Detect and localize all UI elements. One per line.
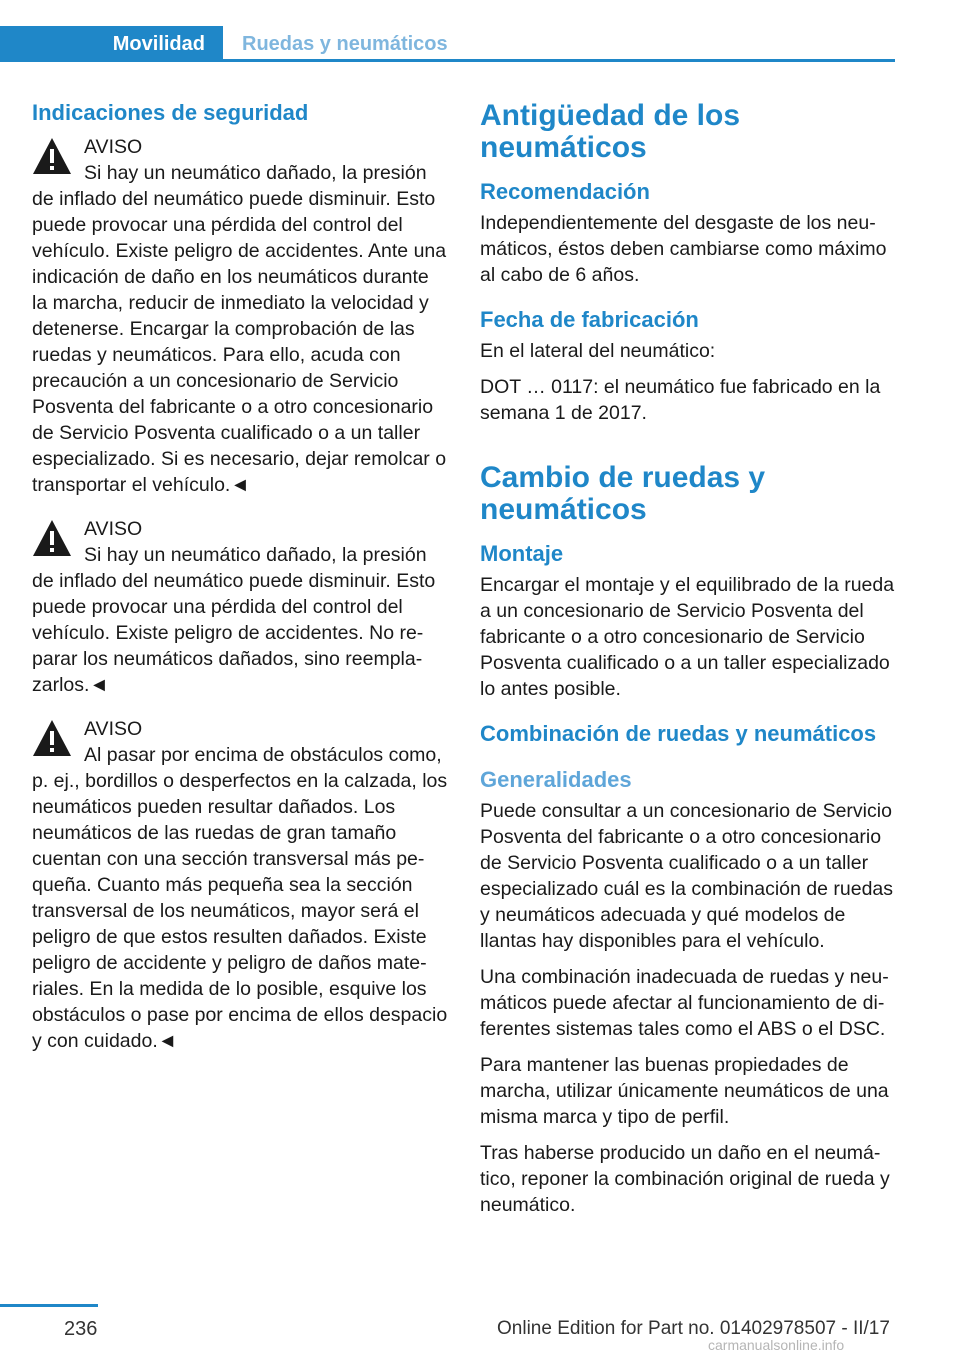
- subsection-tab: Ruedas y neumáticos: [242, 32, 448, 55]
- left-column: [32, 100, 448, 1072]
- warning-first-line: Si hay un neumático dañado, la presión: [84, 544, 427, 566]
- warning-block-3: [32, 716, 448, 1054]
- edition-note: Online Edition for Part no. 01402978507 - II/17: [497, 1318, 890, 1339]
- recommendation-heading: Recomendación: [480, 179, 650, 204]
- manufacture-text: En el lateral del neumático:: [480, 340, 716, 362]
- warning-triangle-icon: [32, 718, 72, 758]
- manufacture-heading: Fecha de fabricación: [480, 307, 699, 332]
- safety-heading: Indicaciones de seguridad: [32, 100, 309, 125]
- header-rule: [223, 59, 895, 62]
- general-paragraph: Tras haberse producido un daño en el neumático, reponer la combinación original de rueda y neumático.: [480, 1142, 890, 1216]
- warning-label: AVISO: [84, 136, 143, 158]
- mounting-text: Encargar el montaje y el equilibrado de la rueda a un concesionario de Servicio Posventa del fabricante o a otro concesionario de Servicio Posventa cualificado o a un taller especializado lo antes posible.: [480, 574, 895, 700]
- warning-first-line: Al pasar por encima de obstáculos como,: [84, 744, 442, 766]
- combination-heading: Combinación de ruedas y neumáticos: [480, 721, 877, 746]
- general-paragraph: Puede consultar a un concesionario de Servicio Posventa del fabricante o a otro concesionario de Servicio Posventa cualificado o a un taller especializado cuál es la combinación de ruedas y neumáticos adecuada y qué modelos de llantas hay disponibles para el vehículo.: [480, 800, 894, 952]
- general-heading: Generalidades: [480, 767, 632, 792]
- warning-first-line: Si hay un neumático dañado, la presión: [84, 162, 427, 184]
- age-title: Antigüedad de los neumáticos: [480, 99, 741, 164]
- recommendation-text: Independientemente del desgaste de los neumáticos, éstos deben cambiarse como máximo al cabo de 6 años.: [480, 212, 887, 286]
- warning-triangle-icon: [32, 518, 72, 558]
- general-paragraph: Para mantener las buenas propiedades de marcha, utilizar únicamente neumáticos de una misma marca y tipo de perfil.: [480, 1054, 889, 1128]
- footer-rule: [0, 1304, 98, 1307]
- warning-text: de inflado del neumático puede disminuir. Esto puede provocar una pérdida del control del vehículo. Existe peligro de accidentes. Ante una indicación de daño en los neumáticos durante la marcha, reducir de inmediato la velocidad y detenerse. Encargar la comprobación de las ruedas y neumáticos. Para ello, acuda con precaución a un concesionario de Servicio Posventa del fabricante o a otro concesionario de Servicio Posventa cualificado o a un taller especializado. Si es necesario, dejar remolcar o transportar el vehículo.◄: [32, 188, 447, 496]
- warning-triangle-icon: [32, 136, 72, 176]
- warning-label: AVISO: [84, 718, 143, 740]
- section-tab: Movilidad: [0, 26, 223, 62]
- manufacture-text: DOT … 0117: el neumático fue fabricado en la semana 1 de 2017.: [480, 376, 881, 424]
- right-column: [480, 100, 896, 1228]
- change-title: Cambio de ruedas y neumáticos: [480, 461, 766, 526]
- warning-block-2: [32, 516, 448, 698]
- warning-text: p. ej., bordillos o desperfectos en la calzada, los neumáticos pueden resultar dañados. Los neumáticos de las ruedas de gran tamaño cuentan con una sección transversal más pequeña. Cuanto más pequeña sea la sección transversal de los neumáticos, mayor será el peligro de que estos resulten dañados. Existe peligro de accidente y peligro de daños materiales. En la medida de lo posible, esquive los obstáculos o pase por encima de ellos despacio y con cuidado.◄: [32, 770, 448, 1052]
- page-header: [0, 0, 960, 64]
- watermark: carmanualsonline.info: [708, 1337, 845, 1353]
- warning-text: de inflado del neumático puede disminuir. Esto puede provocar una pérdida del control del vehículo. Existe peligro de accidentes. No reparar los neumáticos dañados, sino reemplazarlos.◄: [32, 570, 436, 696]
- mounting-heading: Montaje: [480, 541, 564, 566]
- warning-block-1: [32, 134, 448, 498]
- general-paragraph: Una combinación inadecuada de ruedas y neumáticos puede afectar al funcionamiento de diferentes sistemas tales como el ABS o el DSC.: [480, 966, 889, 1040]
- page-number: 236: [64, 1318, 98, 1340]
- warning-label: AVISO: [84, 518, 143, 540]
